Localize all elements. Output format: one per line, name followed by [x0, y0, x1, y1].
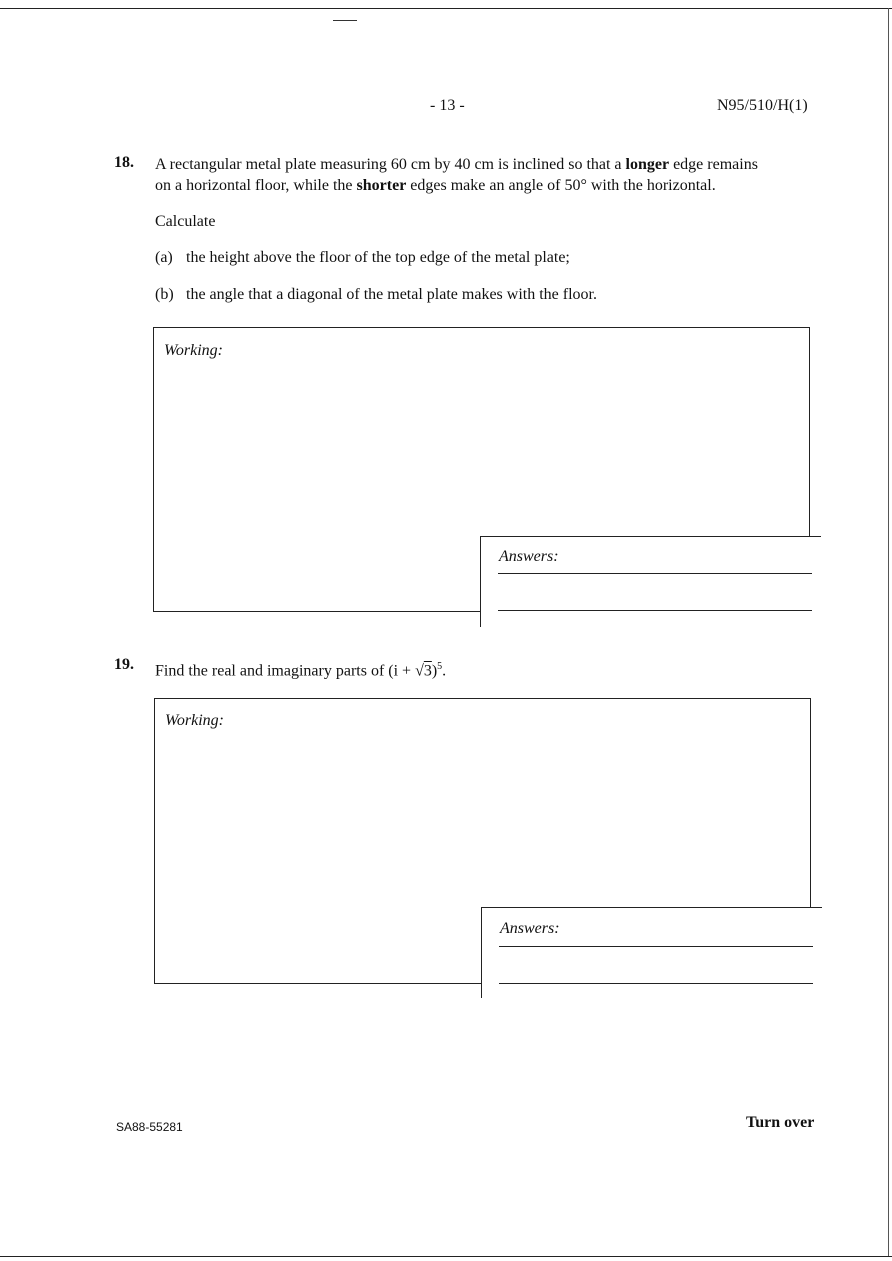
question-18-working-label: Working: [164, 342, 223, 359]
question-19-working-label: Working: [165, 712, 224, 729]
paper-code: N95/510/H(1) [717, 97, 808, 114]
question-18-text [155, 154, 815, 196]
bottom-rule [0, 1256, 892, 1257]
calculate-instruction: Calculate [155, 213, 216, 230]
question-18-answers-label: Answers: [499, 548, 559, 565]
part-b-text: the angle that a diagonal of the metal plate makes with the floor. [186, 286, 597, 303]
page-number: - 13 - [430, 97, 465, 114]
question-18-line-2: on a horizontal floor, while the shorter edges make an angle of 50° with the horizontal. [155, 177, 716, 194]
question-19-answer-line-2[interactable] [499, 983, 813, 984]
question-19-answer-line-1[interactable] [499, 946, 813, 947]
scan-mark [333, 20, 357, 21]
turn-over-text: Turn over [746, 1114, 815, 1131]
question-18-answer-line-1[interactable] [498, 573, 812, 574]
top-rule [0, 8, 892, 9]
part-b-label: (b) [155, 286, 174, 303]
part-a-text: the height above the floor of the top edge of the metal plate; [186, 249, 570, 266]
question-19-number: 19. [114, 656, 134, 673]
question-18-number: 18. [114, 154, 134, 171]
question-19-answers-label: Answers: [500, 920, 560, 937]
question-18-line-1: A rectangular metal plate measuring 60 cm by 40 cm is inclined so that a longer edge remains [155, 156, 758, 173]
question-18-answer-line-2[interactable] [498, 610, 812, 611]
footer-code: SA88-55281 [116, 1120, 183, 1134]
part-a-label: (a) [155, 249, 173, 266]
page-edge [888, 8, 889, 1256]
sqrt-sign: √ [415, 662, 424, 680]
question-19-text: Find the real and imaginary parts of $(i + √3)^5$. [155, 661, 447, 680]
